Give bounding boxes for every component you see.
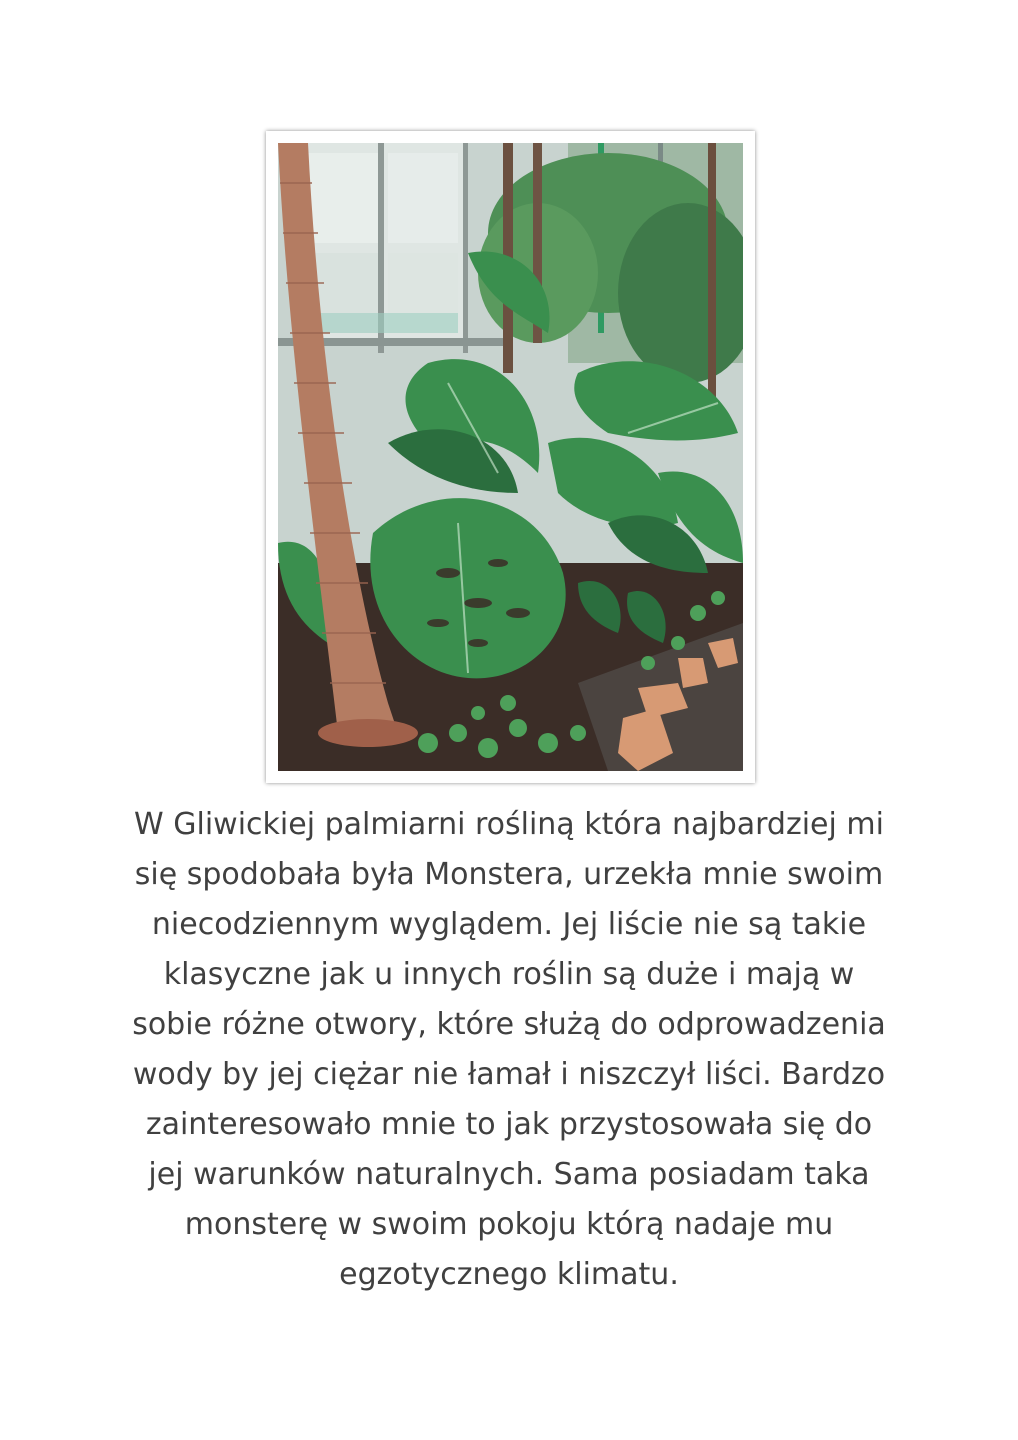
paragraph-line: W Gliwickiej palmiarni rośliną która najbardziej mi bbox=[134, 807, 884, 842]
body-paragraph bbox=[110, 800, 908, 1300]
paragraph-line: klasyczne jak u innych roślin są duże i mają w bbox=[163, 957, 855, 992]
paragraph-line: egzotycznego klimatu. bbox=[339, 1257, 679, 1292]
paragraph-line: zainteresowało mnie to jak przystosowała się do bbox=[145, 1107, 873, 1142]
photo-frame bbox=[266, 131, 755, 783]
monstera-photo bbox=[278, 143, 743, 771]
monstera-photo-illustration bbox=[278, 143, 743, 771]
paragraph-line: monsterę w swoim pokoju którą nadaje mu bbox=[184, 1207, 834, 1242]
paragraph-line: sobie różne otwory, które służą do odprowadzenia bbox=[132, 1007, 886, 1042]
paragraph-line: wody by jej ciężar nie łamał i niszczył liści. Bardzo bbox=[132, 1057, 886, 1092]
paragraph-line: jej warunków naturalnych. Sama posiadam taka bbox=[148, 1157, 870, 1192]
paragraph-line: się spodobała była Monstera, urzekła mnie swoim bbox=[134, 857, 884, 892]
paragraph-line: niecodziennym wyglądem. Jej liście nie są takie bbox=[151, 907, 867, 942]
